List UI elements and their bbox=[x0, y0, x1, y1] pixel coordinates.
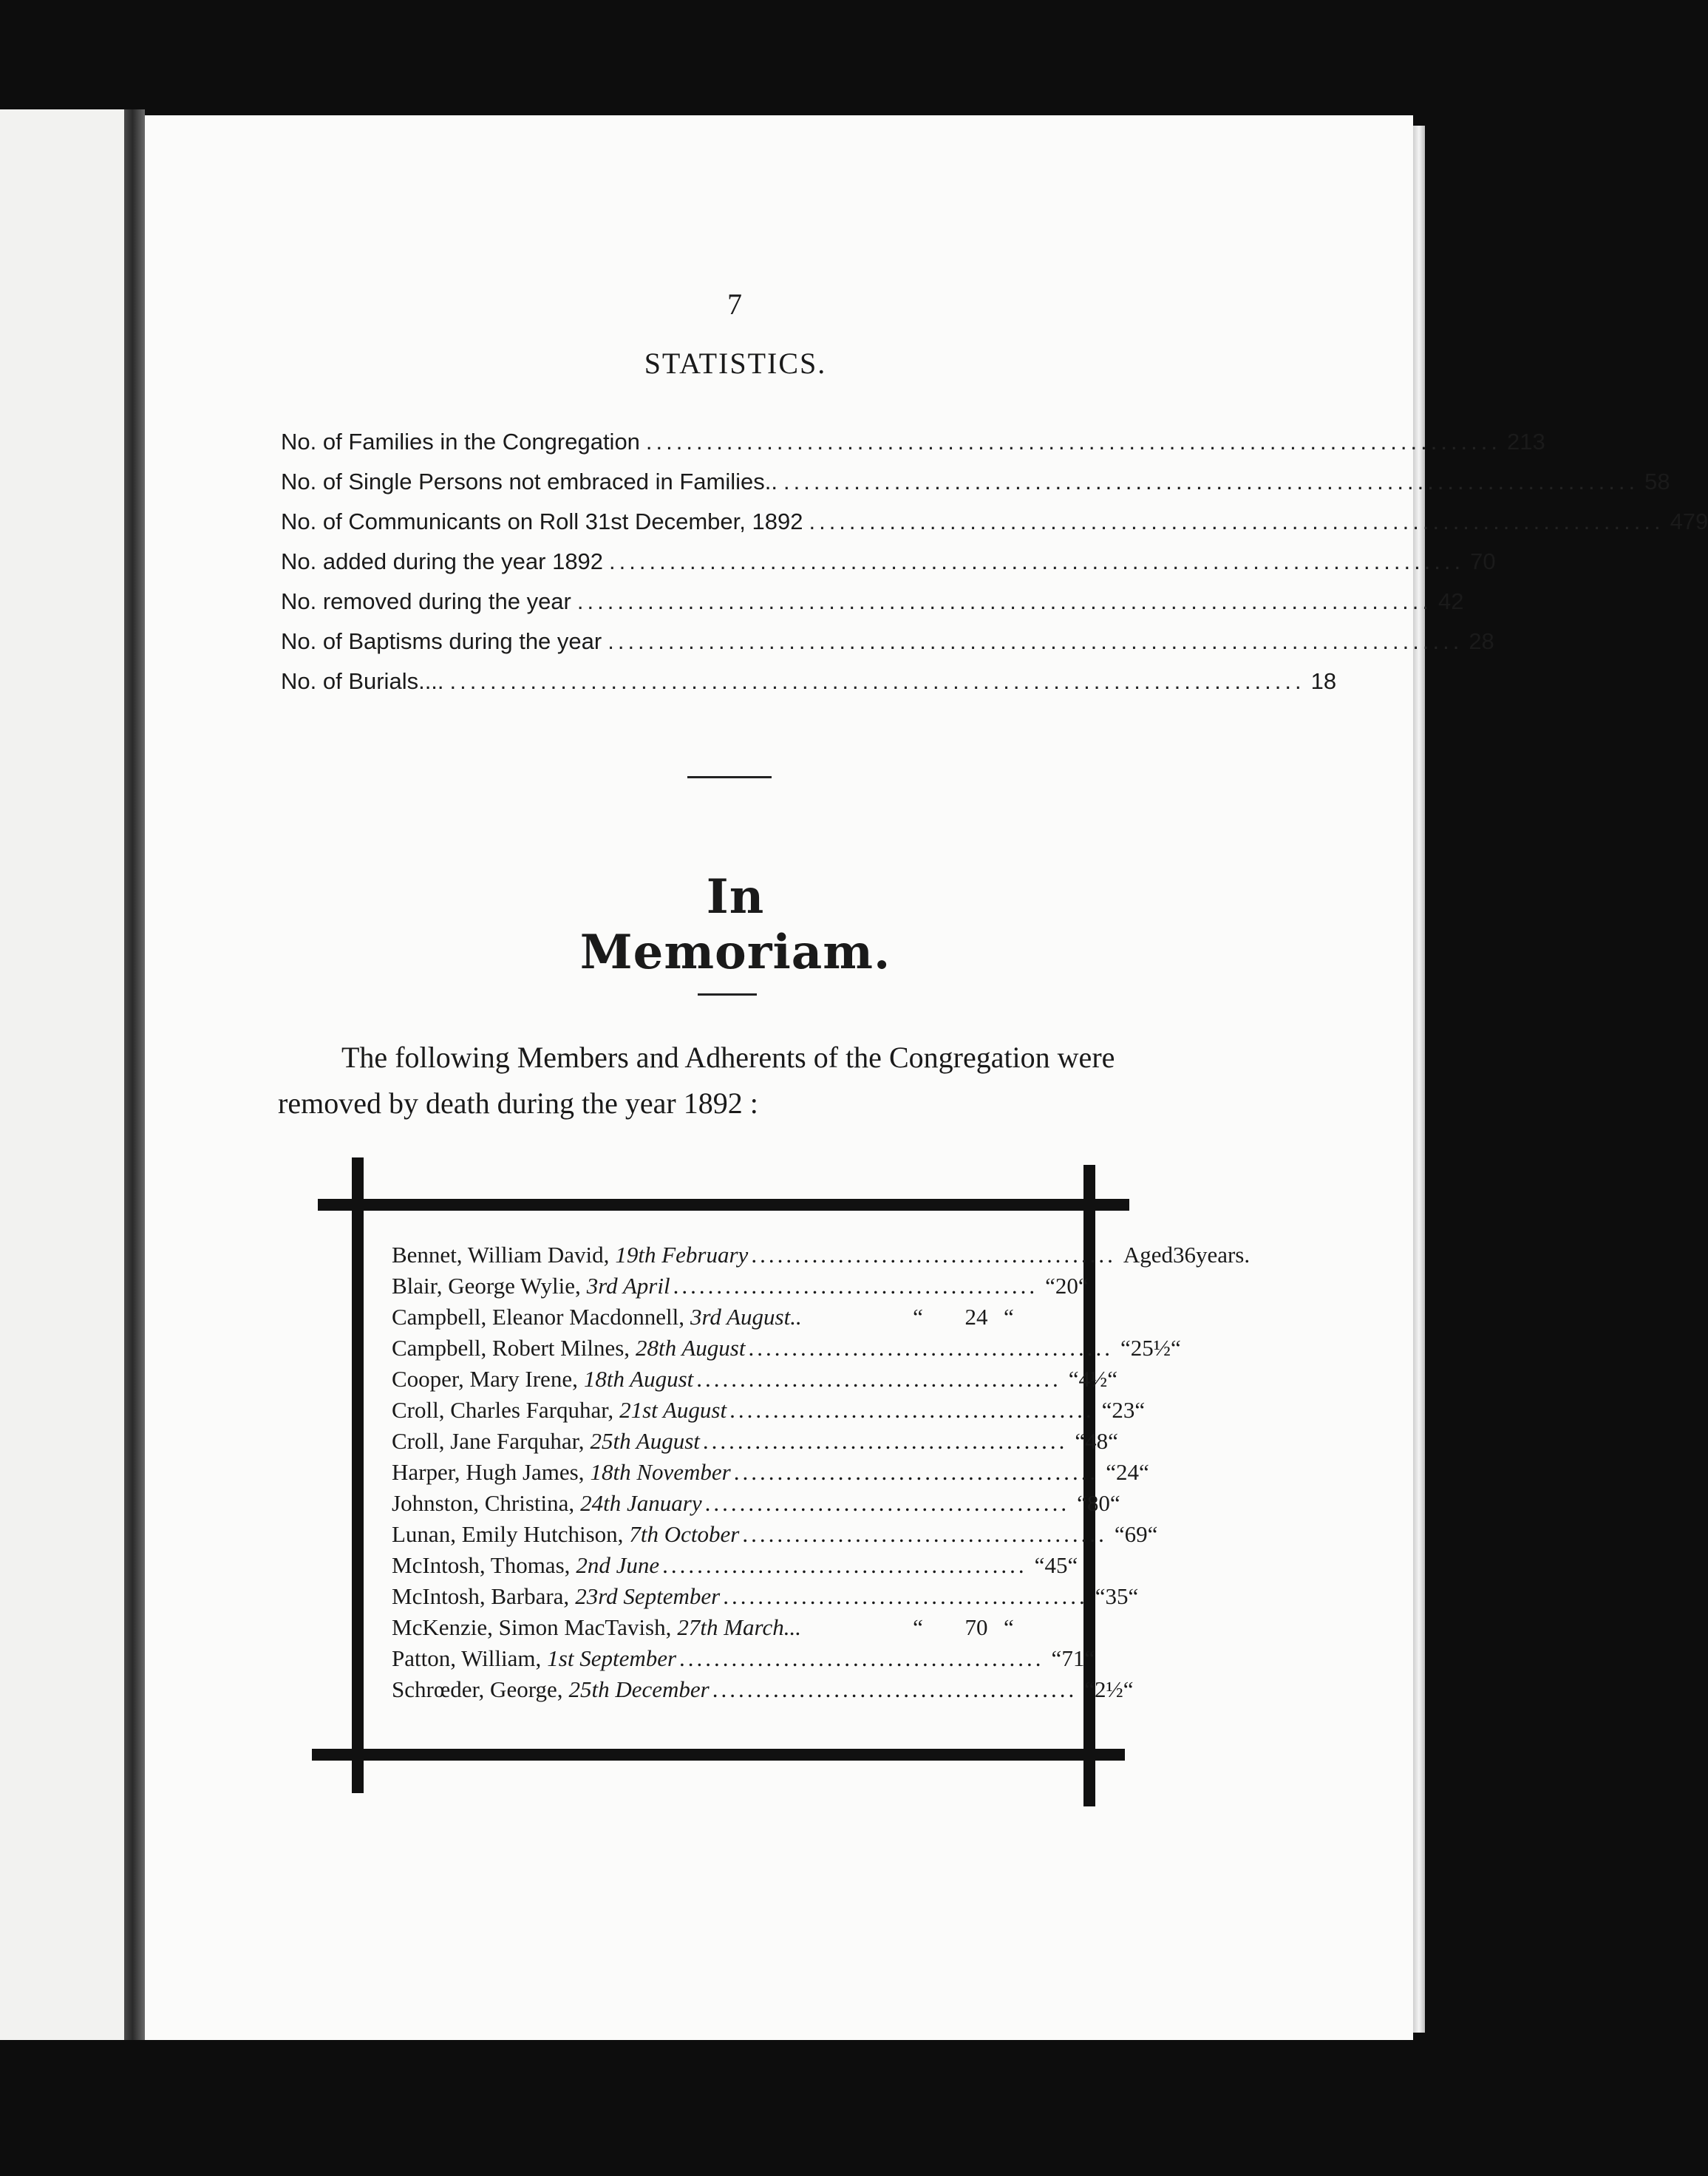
stat-value: 18 bbox=[1310, 668, 1337, 694]
entry-unit: “ bbox=[1170, 1335, 1181, 1361]
entry-unit: “ bbox=[1084, 1645, 1095, 1671]
entry-date: 18th November bbox=[590, 1459, 731, 1485]
entry-age: 24 bbox=[964, 1304, 988, 1330]
leader-dots: .......................................... bbox=[679, 1645, 1044, 1671]
entry-name: Johnston, Christina, bbox=[392, 1490, 575, 1516]
memoriam-title: In Memoriam. bbox=[579, 869, 891, 980]
entry-name: McIntosh, Thomas, bbox=[392, 1552, 571, 1578]
entry-unit: “ bbox=[1139, 1459, 1149, 1485]
stat-label: No. of Single Persons not embraced in Families.. bbox=[281, 469, 778, 494]
memorial-entry bbox=[392, 1361, 1118, 1393]
entry-age: 24 bbox=[1116, 1459, 1140, 1485]
stat-row bbox=[281, 538, 1496, 575]
entry-age: 48 bbox=[1085, 1428, 1109, 1454]
entry-aged: “ bbox=[1101, 1397, 1112, 1423]
stat-value: 58 bbox=[1644, 469, 1670, 494]
entry-name: Lunan, Emily Hutchison, bbox=[392, 1521, 624, 1547]
memorial-entry bbox=[392, 1548, 1078, 1579]
entry-age: 20 bbox=[1055, 1273, 1078, 1299]
memorial-entry bbox=[392, 1299, 1066, 1330]
memorial-entry bbox=[392, 1579, 1139, 1610]
leader-dots: .......................................... bbox=[712, 1676, 1078, 1702]
entry-age: 69 bbox=[1124, 1521, 1148, 1547]
stat-value: 479 bbox=[1670, 509, 1708, 534]
entry-aged: “ bbox=[1095, 1583, 1106, 1609]
leader-dots: .......................................... bbox=[662, 1552, 1027, 1578]
entry-aged: “ bbox=[913, 1614, 923, 1640]
page-number: 7 bbox=[727, 288, 742, 321]
leader-dots: .......................................... bbox=[704, 1490, 1070, 1516]
page-edge bbox=[1413, 126, 1425, 2033]
entry-aged: “ bbox=[1077, 1490, 1087, 1516]
entry-unit: “ bbox=[1078, 1273, 1089, 1299]
leader-dots: ..................................................................................... bbox=[449, 668, 1305, 694]
leader-dots: .......................................... bbox=[729, 1397, 1095, 1423]
entry-aged: “ bbox=[1034, 1552, 1045, 1578]
entry-name: Cooper, Mary Irene, bbox=[392, 1366, 578, 1392]
book-spine bbox=[124, 109, 145, 2040]
entry-unit: “ bbox=[1108, 1428, 1118, 1454]
facing-page-edge bbox=[0, 109, 127, 2040]
entry-aged: “ bbox=[913, 1304, 923, 1330]
leader-dots: .......................................... bbox=[742, 1521, 1107, 1547]
entry-name: Campbell, Robert Milnes, bbox=[392, 1335, 630, 1361]
entry-name: Patton, William, bbox=[392, 1645, 542, 1671]
memorial-entry bbox=[392, 1393, 1146, 1424]
stat-value: 28 bbox=[1469, 628, 1494, 654]
leader-dots: .......................................... bbox=[673, 1273, 1038, 1299]
stat-value: 213 bbox=[1507, 429, 1545, 455]
entry-age: 35 bbox=[1105, 1583, 1129, 1609]
entry-date: 25th December bbox=[568, 1676, 710, 1702]
stat-row bbox=[281, 658, 1337, 695]
entry-aged: “ bbox=[1106, 1459, 1117, 1485]
leader-dots: ..................................................................................... bbox=[783, 469, 1639, 494]
stat-row bbox=[281, 618, 1494, 655]
memoriam-intro bbox=[278, 1035, 1183, 1126]
entry-date: 24th January bbox=[580, 1490, 702, 1516]
entry-unit: “ bbox=[1109, 1490, 1120, 1516]
section-rule-short bbox=[698, 993, 757, 996]
entry-age: 70 bbox=[964, 1614, 988, 1640]
leader-dots: ..................................................................................... bbox=[576, 588, 1432, 614]
entry-aged: “ bbox=[1084, 1676, 1095, 1702]
stat-row bbox=[281, 578, 1464, 615]
entry-aged: “ bbox=[1114, 1521, 1125, 1547]
memorial-entry bbox=[392, 1268, 1089, 1299]
frame-bottom-bar bbox=[312, 1749, 1125, 1761]
memorial-entry bbox=[392, 1486, 1120, 1517]
memorial-entry bbox=[392, 1237, 1251, 1268]
entry-name: Schrœder, George, bbox=[392, 1676, 563, 1702]
leader-dots: .......................................... bbox=[751, 1242, 1116, 1268]
stat-value: 42 bbox=[1437, 588, 1464, 614]
entry-date: 3rd August.. bbox=[690, 1304, 802, 1330]
memoriam-intro-text: The following Members and Adherents of the Congregation were removed by death during the year 1892 : bbox=[278, 1041, 1115, 1120]
entry-aged: “ bbox=[1120, 1335, 1131, 1361]
stat-label: No. of Baptisms during the year bbox=[281, 628, 602, 654]
entry-date: 21st August bbox=[619, 1397, 727, 1423]
memorial-entry bbox=[392, 1610, 1066, 1641]
entry-aged: “ bbox=[1075, 1428, 1086, 1454]
entry-date: 27th March... bbox=[677, 1614, 801, 1640]
entry-age: 2½ bbox=[1095, 1676, 1123, 1702]
frame-left-bar bbox=[352, 1157, 364, 1793]
entry-name: Croll, Jane Farquhar, bbox=[392, 1428, 585, 1454]
entry-date: 2nd June bbox=[576, 1552, 660, 1578]
entry-unit: “ bbox=[1067, 1552, 1078, 1578]
entry-date: 7th October bbox=[629, 1521, 740, 1547]
entry-unit: “ bbox=[1128, 1583, 1139, 1609]
entry-age: 80 bbox=[1086, 1490, 1110, 1516]
entry-name: McIntosh, Barbara, bbox=[392, 1583, 570, 1609]
leader-dots: ..................................................................................... bbox=[609, 548, 1465, 574]
entry-unit: “ bbox=[1134, 1397, 1146, 1423]
entry-name: McKenzie, Simon MacTavish, bbox=[392, 1614, 672, 1640]
entry-age: 36 bbox=[1172, 1242, 1196, 1268]
stat-label: No. of Burials.... bbox=[281, 668, 444, 694]
memorial-entry bbox=[392, 1424, 1118, 1455]
leader-dots: .......................................... bbox=[702, 1428, 1068, 1454]
section-rule bbox=[687, 776, 772, 778]
entry-date: 28th August bbox=[636, 1335, 746, 1361]
stat-value: 70 bbox=[1470, 548, 1496, 574]
stat-row bbox=[281, 458, 1670, 495]
memorial-entry bbox=[392, 1517, 1158, 1548]
entry-age: 71 bbox=[1061, 1645, 1085, 1671]
leader-dots: ..................................................................................... bbox=[608, 628, 1463, 654]
entry-aged: “ bbox=[1068, 1366, 1079, 1392]
entry-date: 19th February bbox=[615, 1242, 749, 1268]
entry-unit: “ bbox=[1004, 1304, 1014, 1330]
entry-name: Bennet, William David, bbox=[392, 1242, 610, 1268]
memorial-entry bbox=[392, 1455, 1149, 1486]
entry-name: Croll, Charles Farquhar, bbox=[392, 1397, 614, 1423]
entry-aged: “ bbox=[1051, 1645, 1062, 1671]
entry-date: 23rd September bbox=[575, 1583, 721, 1609]
entry-date: 1st September bbox=[547, 1645, 677, 1671]
entry-date: 25th August bbox=[590, 1428, 700, 1454]
entry-date: 3rd April bbox=[586, 1273, 670, 1299]
entry-name: Blair, George Wylie, bbox=[392, 1273, 581, 1299]
leader-dots: .......................................... bbox=[696, 1366, 1061, 1392]
leader-dots: .......................................... bbox=[733, 1459, 1099, 1485]
entry-age: 25½ bbox=[1130, 1335, 1171, 1361]
leader-dots: ..................................................................................... bbox=[645, 429, 1502, 455]
entry-name: Harper, Hugh James, bbox=[392, 1459, 585, 1485]
entry-unit: “ bbox=[1147, 1521, 1158, 1547]
leader-dots: .......................................... bbox=[748, 1335, 1113, 1361]
memorial-entry bbox=[392, 1641, 1095, 1672]
stat-row bbox=[281, 418, 1545, 455]
frame-top-bar bbox=[318, 1199, 1129, 1211]
entry-date: 18th August bbox=[583, 1366, 694, 1392]
entry-name: Campbell, Eleanor Macdonnell, bbox=[392, 1304, 684, 1330]
stat-label: No. of Communicants on Roll 31st December, 1892 bbox=[281, 509, 803, 534]
stat-label: No. of Families in the Congregation bbox=[281, 429, 640, 455]
leader-dots: ..................................................................................... bbox=[809, 509, 1664, 534]
entry-unit: “ bbox=[1123, 1676, 1134, 1702]
stat-row bbox=[281, 498, 1708, 535]
entry-aged: “ bbox=[1045, 1273, 1055, 1299]
entry-unit: “ bbox=[1004, 1614, 1014, 1640]
entry-unit: years. bbox=[1195, 1242, 1251, 1268]
memorial-entry bbox=[392, 1330, 1181, 1361]
leader-dots: .......................................... bbox=[723, 1583, 1088, 1609]
entry-age: 23 bbox=[1112, 1397, 1135, 1423]
entry-aged: Aged bbox=[1123, 1242, 1173, 1268]
stat-label: No. added during the year 1892 bbox=[281, 548, 604, 574]
entry-age: 45 bbox=[1044, 1552, 1068, 1578]
memorial-entry bbox=[392, 1672, 1134, 1703]
statistics-title: STATISTICS. bbox=[644, 347, 827, 380]
entry-age: 4½ bbox=[1078, 1366, 1108, 1392]
entry-unit: “ bbox=[1107, 1366, 1118, 1392]
stat-label: No. removed during the year bbox=[281, 588, 571, 614]
